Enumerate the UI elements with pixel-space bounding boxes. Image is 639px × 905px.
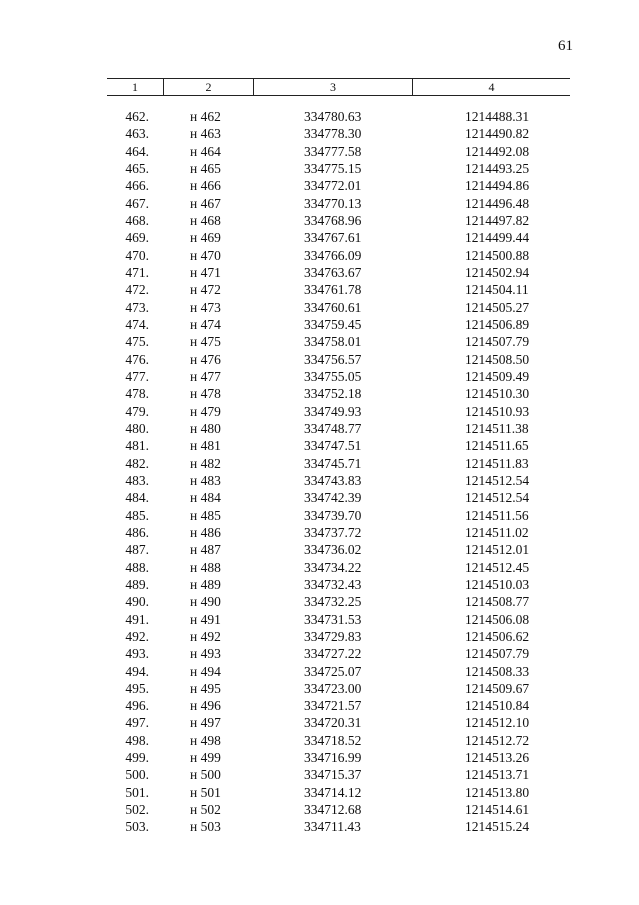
coord-x: 334723.00 <box>304 680 362 696</box>
table-row <box>0 818 639 835</box>
table-row <box>0 472 639 489</box>
coord-x: 334712.68 <box>304 802 362 818</box>
coord-x: 334745.71 <box>304 455 362 471</box>
coord-x: 334756.57 <box>304 351 362 367</box>
coord-y: 1214494.86 <box>465 178 530 194</box>
coord-x: 334732.25 <box>304 594 362 610</box>
coord-y: 1214506.08 <box>465 611 530 627</box>
coord-x: 334748.77 <box>304 420 362 436</box>
row-number: 490. <box>125 594 149 610</box>
row-number: 493. <box>125 646 149 662</box>
coord-y: 1214509.67 <box>465 680 530 696</box>
table-row <box>0 108 639 125</box>
point-id: н 472 <box>190 282 221 298</box>
coord-x: 334772.01 <box>304 178 362 194</box>
table-row <box>0 766 639 783</box>
table-row <box>0 489 639 506</box>
row-number: 473. <box>125 299 149 315</box>
coord-y: 1214511.83 <box>465 455 529 471</box>
coord-x: 334732.43 <box>304 576 362 592</box>
row-number: 485. <box>125 507 149 523</box>
point-id: н 463 <box>190 126 221 142</box>
table-row <box>0 420 639 437</box>
point-id: н 487 <box>190 542 221 558</box>
coord-x: 334749.93 <box>304 403 362 419</box>
coord-y: 1214512.01 <box>465 542 530 558</box>
point-id: н 485 <box>190 507 221 523</box>
point-id: н 473 <box>190 299 221 315</box>
point-id: н 476 <box>190 351 221 367</box>
point-id: н 482 <box>190 455 221 471</box>
table-row <box>0 697 639 714</box>
row-number: 495. <box>125 680 149 696</box>
table-row <box>0 455 639 472</box>
table-row <box>0 299 639 316</box>
row-number: 492. <box>125 628 149 644</box>
table-row <box>0 195 639 212</box>
coord-y: 1214512.54 <box>465 490 530 506</box>
point-id: н 467 <box>190 195 221 211</box>
header-col-2: 2 <box>164 79 254 95</box>
point-id: н 465 <box>190 160 221 176</box>
coord-y: 1214511.02 <box>465 524 529 540</box>
coord-x: 334759.45 <box>304 316 362 332</box>
point-id: н 494 <box>190 663 221 679</box>
row-number: 462. <box>125 109 149 124</box>
table-row <box>0 628 639 645</box>
header-col-1: 1 <box>107 79 164 95</box>
table-row <box>0 714 639 731</box>
table-row <box>0 351 639 368</box>
point-id: н 474 <box>190 316 221 332</box>
row-number: 474. <box>125 316 149 332</box>
row-number: 503. <box>125 819 149 835</box>
point-id: н 493 <box>190 646 221 662</box>
point-id: н 498 <box>190 732 221 748</box>
row-number: 467. <box>125 195 149 211</box>
header-col-4: 4 <box>488 80 495 94</box>
coord-x: 334729.83 <box>304 628 362 644</box>
row-number: 479. <box>125 403 149 419</box>
coord-x: 334742.39 <box>304 490 362 506</box>
coord-y: 1214512.72 <box>465 732 530 748</box>
coord-y: 1214502.94 <box>465 264 530 280</box>
table-row <box>0 437 639 454</box>
row-number: 502. <box>125 802 149 818</box>
coord-x: 334711.43 <box>304 819 361 835</box>
coord-y: 1214493.25 <box>465 160 530 176</box>
table-header <box>107 78 570 96</box>
row-number: 500. <box>125 767 149 783</box>
coord-y: 1214499.44 <box>465 230 530 246</box>
coord-y: 1214497.82 <box>465 212 530 228</box>
row-number: 498. <box>125 732 149 748</box>
row-number: 471. <box>125 264 149 280</box>
row-number: 469. <box>125 230 149 246</box>
coord-y: 1214513.80 <box>465 784 530 800</box>
coord-x: 334725.07 <box>304 663 362 679</box>
coord-x: 334775.15 <box>304 160 362 176</box>
point-id: н 503 <box>190 819 221 835</box>
coord-x: 334736.02 <box>304 542 362 558</box>
coord-y: 1214512.45 <box>465 559 530 575</box>
row-number: 476. <box>125 351 149 367</box>
row-number: 475. <box>125 334 149 350</box>
coord-y: 1214488.31 <box>465 109 530 124</box>
coord-y: 1214514.61 <box>465 802 530 818</box>
coord-y: 1214506.62 <box>465 628 530 644</box>
table-row <box>0 333 639 350</box>
coord-x: 334716.99 <box>304 750 362 766</box>
coord-y: 1214510.93 <box>465 403 530 419</box>
table-row <box>0 247 639 264</box>
coord-y: 1214504.11 <box>465 282 529 298</box>
coord-y: 1214490.82 <box>465 126 530 142</box>
coord-x: 334758.01 <box>304 334 362 350</box>
row-number: 481. <box>125 438 149 454</box>
table-row <box>0 125 639 142</box>
row-number: 480. <box>125 420 149 436</box>
coord-y: 1214513.71 <box>465 767 530 783</box>
point-id: н 489 <box>190 576 221 592</box>
row-number: 472. <box>125 282 149 298</box>
point-id: н 470 <box>190 247 221 263</box>
coord-y: 1214510.03 <box>465 576 530 592</box>
row-number: 470. <box>125 247 149 263</box>
coord-y: 1214507.79 <box>465 646 530 662</box>
point-id: н 502 <box>190 802 221 818</box>
table-row <box>0 801 639 818</box>
table-row <box>0 385 639 402</box>
point-id: н 488 <box>190 559 221 575</box>
coord-x: 334755.05 <box>304 368 362 384</box>
point-id: н 484 <box>190 490 221 506</box>
coord-x: 334760.61 <box>304 299 362 315</box>
point-id: н 491 <box>190 611 221 627</box>
coord-y: 1214515.24 <box>465 819 530 835</box>
table-body <box>0 108 639 836</box>
coord-x: 334770.13 <box>304 195 362 211</box>
coord-y: 1214508.50 <box>465 351 530 367</box>
coord-y: 1214496.48 <box>465 195 530 211</box>
row-number: 494. <box>125 663 149 679</box>
coord-y: 1214511.56 <box>465 507 529 523</box>
coord-y: 1214513.26 <box>465 750 530 766</box>
row-number: 491. <box>125 611 149 627</box>
row-number: 496. <box>125 698 149 714</box>
point-id: н 500 <box>190 767 221 783</box>
coord-x: 334718.52 <box>304 732 362 748</box>
row-number: 499. <box>125 750 149 766</box>
row-number: 489. <box>125 576 149 592</box>
table-row <box>0 593 639 610</box>
point-id: н 492 <box>190 628 221 644</box>
row-number: 478. <box>125 386 149 402</box>
point-id: н 469 <box>190 230 221 246</box>
point-id: н 480 <box>190 420 221 436</box>
coord-y: 1214510.84 <box>465 698 530 714</box>
page-number: 61 <box>558 38 573 54</box>
coord-x: 334761.78 <box>304 282 362 298</box>
table-row <box>0 212 639 229</box>
point-id: н 477 <box>190 368 221 384</box>
coord-x: 334767.61 <box>304 230 362 246</box>
table-row <box>0 680 639 697</box>
table-row <box>0 264 639 281</box>
row-number: 465. <box>125 160 149 176</box>
table-row <box>0 784 639 801</box>
coord-x: 334747.51 <box>304 438 362 454</box>
row-number: 487. <box>125 542 149 558</box>
table-row <box>0 507 639 524</box>
table-row <box>0 281 639 298</box>
coord-y: 1214509.49 <box>465 368 530 384</box>
table-row <box>0 229 639 246</box>
coord-x: 334766.09 <box>304 247 362 263</box>
point-id: н 490 <box>190 594 221 610</box>
point-id: н 479 <box>190 403 221 419</box>
coord-x: 334780.63 <box>304 109 362 124</box>
coord-y: 1214511.65 <box>465 438 529 454</box>
coord-x: 334768.96 <box>304 212 362 228</box>
point-id: н 499 <box>190 750 221 766</box>
point-id: н 481 <box>190 438 221 454</box>
row-number: 477. <box>125 368 149 384</box>
coord-y: 1214508.33 <box>465 663 530 679</box>
coord-x: 334720.31 <box>304 715 362 731</box>
table-row <box>0 749 639 766</box>
point-id: н 497 <box>190 715 221 731</box>
coord-y: 1214500.88 <box>465 247 530 263</box>
coord-x: 334778.30 <box>304 126 362 142</box>
row-number: 497. <box>125 715 149 731</box>
point-id: н 495 <box>190 680 221 696</box>
header-col-3: 3 <box>254 79 413 95</box>
coord-x: 334721.57 <box>304 698 362 714</box>
table-row <box>0 541 639 558</box>
table-row <box>0 732 639 749</box>
coord-y: 1214512.10 <box>465 715 530 731</box>
coord-x: 334739.70 <box>304 507 362 523</box>
coord-y: 1214507.79 <box>465 334 530 350</box>
point-id: н 464 <box>190 143 221 159</box>
coord-y: 1214511.38 <box>465 420 529 436</box>
point-id: н 475 <box>190 334 221 350</box>
table-row <box>0 576 639 593</box>
row-number: 463. <box>125 126 149 142</box>
coord-x: 334763.67 <box>304 264 362 280</box>
table-row <box>0 524 639 541</box>
point-id: н 501 <box>190 784 221 800</box>
coord-x: 334734.22 <box>304 559 362 575</box>
point-id: н 462 <box>190 109 221 124</box>
table-row <box>0 143 639 160</box>
table-row <box>0 177 639 194</box>
coord-x: 334752.18 <box>304 386 362 402</box>
coord-x: 334714.12 <box>304 784 362 800</box>
row-number: 466. <box>125 178 149 194</box>
coord-y: 1214505.27 <box>465 299 530 315</box>
row-number: 501. <box>125 784 149 800</box>
coord-x: 334715.37 <box>304 767 362 783</box>
point-id: н 468 <box>190 212 221 228</box>
row-number: 482. <box>125 455 149 471</box>
coord-x: 334731.53 <box>304 611 362 627</box>
coord-x: 334743.83 <box>304 472 362 488</box>
coord-y: 1214512.54 <box>465 472 530 488</box>
point-id: н 496 <box>190 698 221 714</box>
point-id: н 483 <box>190 472 221 488</box>
coord-y: 1214508.77 <box>465 594 530 610</box>
table-row <box>0 368 639 385</box>
point-id: н 478 <box>190 386 221 402</box>
row-number: 468. <box>125 212 149 228</box>
point-id: н 466 <box>190 178 221 194</box>
table-row <box>0 611 639 628</box>
coord-x: 334727.22 <box>304 646 362 662</box>
row-number: 488. <box>125 559 149 575</box>
point-id: н 486 <box>190 524 221 540</box>
coord-y: 1214506.89 <box>465 316 530 332</box>
table-row <box>0 663 639 680</box>
coord-y: 1214510.30 <box>465 386 530 402</box>
table-row <box>0 160 639 177</box>
point-id: н 471 <box>190 264 221 280</box>
table-row <box>0 559 639 576</box>
coord-x: 334777.58 <box>304 143 362 159</box>
coord-y: 1214492.08 <box>465 143 530 159</box>
table-row <box>0 316 639 333</box>
coord-x: 334737.72 <box>304 524 362 540</box>
table-row <box>0 645 639 662</box>
row-number: 464. <box>125 143 149 159</box>
row-number: 486. <box>125 524 149 540</box>
table-row <box>0 403 639 420</box>
row-number: 484. <box>125 490 149 506</box>
row-number: 483. <box>125 472 149 488</box>
